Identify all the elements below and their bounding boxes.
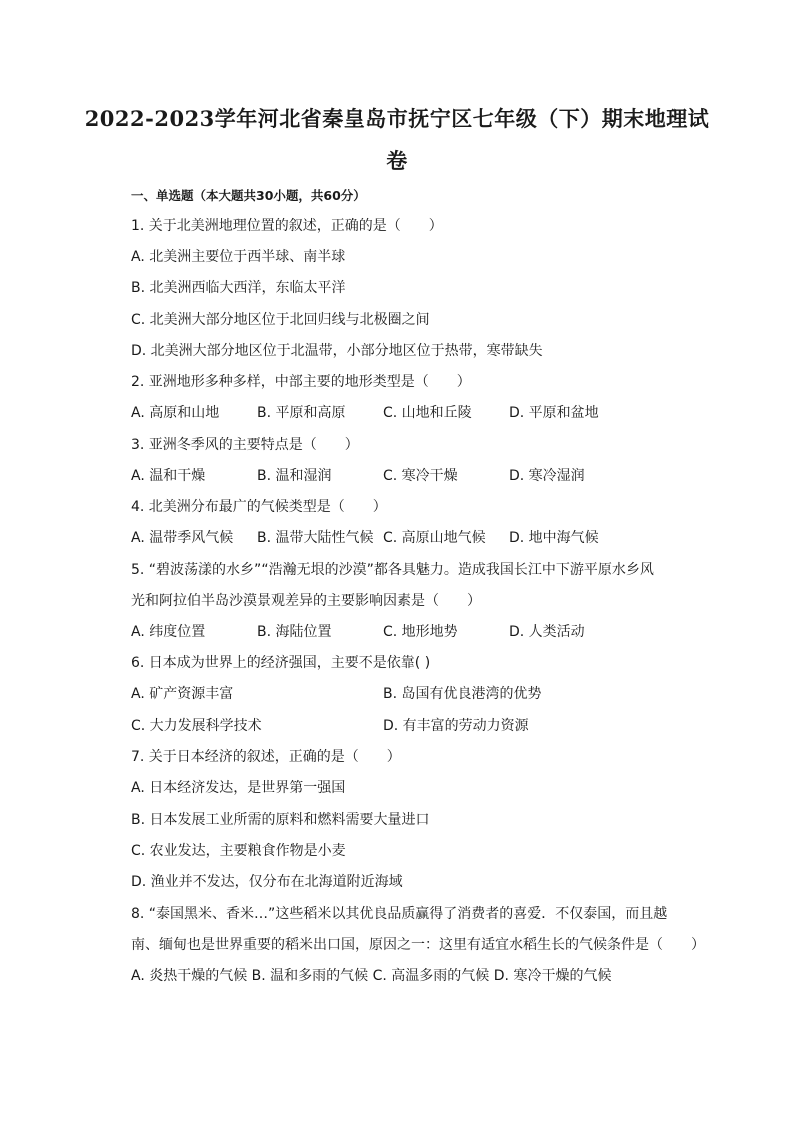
question-5-option-a: A. 纬度位置: [131, 624, 206, 640]
question-5-option-d: D. 人类活动: [509, 624, 585, 640]
question-3-option-c: C. 寒冷干燥: [383, 468, 458, 484]
question-1-option-b: B. 北美洲西临大西洋，东临太平洋: [131, 280, 346, 296]
question-8-stem-line1: 8. “泰国黑米、香米…”这些稻米以其优良品质赢得了消费者的喜爱．不仅泰国，而且越: [131, 906, 668, 922]
question-5-option-c: C. 地形地势: [383, 624, 458, 640]
question-7-option-b: B. 日本发展工业所需的原料和燃料需要大量进口: [131, 812, 430, 828]
question-2-option-c: C. 山地和丘陵: [383, 405, 472, 421]
question-4-option-d: D. 地中海气候: [509, 530, 599, 546]
section-heading: 一、单选题（本大题共30小题，共60分）: [131, 188, 366, 203]
question-1-option-a: A. 北美洲主要位于西半球、南半球: [131, 249, 346, 265]
question-6-option-d: D. 有丰富的劳动力资源: [383, 718, 529, 734]
exam-title-line2: 卷: [386, 148, 408, 173]
question-8-stem-line2: 南、缅甸也是世界重要的稻米出口国，原因之一：这里有适宜水稻生长的气候条件是（ ）: [131, 937, 705, 953]
question-2-option-d: D. 平原和盆地: [509, 405, 599, 421]
question-6-option-c: C. 大力发展科学技术: [131, 718, 262, 734]
question-8-options: A. 炎热干燥的气候 B. 温和多雨的气候 C. 高温多雨的气候 D. 寒冷干燥的气候: [131, 968, 612, 984]
question-7-option-d: D. 渔业并不发达，仅分布在北海道附近海域: [131, 874, 403, 890]
question-7-option-c: C. 农业发达，主要粮食作物是小麦: [131, 843, 346, 859]
question-5-option-b: B. 海陆位置: [257, 624, 332, 640]
question-2-option-a: A. 高原和山地: [131, 405, 220, 421]
exam-title-line1: 2022-2023学年河北省秦皇岛市抚宁区七年级（下）期末地理试: [84, 106, 710, 131]
question-2-option-b: B. 平原和高原: [257, 405, 346, 421]
question-1-option-d: D. 北美洲大部分地区位于北温带，小部分地区位于热带，寒带缺失: [131, 343, 543, 359]
question-2-stem: 2. 亚洲地形多种多样，中部主要的地形类型是（ ）: [131, 374, 471, 390]
question-3-stem: 3. 亚洲冬季风的主要特点是（ ）: [131, 437, 359, 453]
question-5-stem-line1: 5. “碧波荡漾的水乡”“浩瀚无垠的沙漠”都各具魅力。造成我国长江中下游平原水乡风: [131, 562, 654, 578]
question-3-option-a: A. 温和干燥: [131, 468, 206, 484]
question-4-option-b: B. 温带大陆性气候: [257, 530, 374, 546]
question-7-stem: 7. 关于日本经济的叙述，正确的是（ ）: [131, 749, 401, 765]
question-3-option-b: B. 温和湿润: [257, 468, 332, 484]
question-3-option-d: D. 寒冷湿润: [509, 468, 585, 484]
question-4-option-c: C. 高原山地气候: [383, 530, 486, 546]
question-6-option-b: B. 岛国有优良港湾的优势: [383, 686, 542, 702]
question-7-option-a: A. 日本经济发达，是世界第一强国: [131, 780, 346, 796]
question-4-stem: 4. 北美洲分布最广的气候类型是（ ）: [131, 499, 387, 515]
question-1-option-c: C. 北美洲大部分地区位于北回归线与北极圈之间: [131, 312, 430, 328]
question-6-option-a: A. 矿产资源丰富: [131, 686, 234, 702]
question-4-option-a: A. 温带季风气候: [131, 530, 234, 546]
question-5-stem-line2: 光和阿拉伯半岛沙漠景观差异的主要影响因素是（ ）: [131, 593, 481, 609]
question-1-stem: 1. 关于北美洲地理位置的叙述，正确的是（ ）: [131, 218, 443, 234]
question-6-stem: 6. 日本成为世界上的经济强国，主要不是依靠( ): [131, 655, 431, 671]
